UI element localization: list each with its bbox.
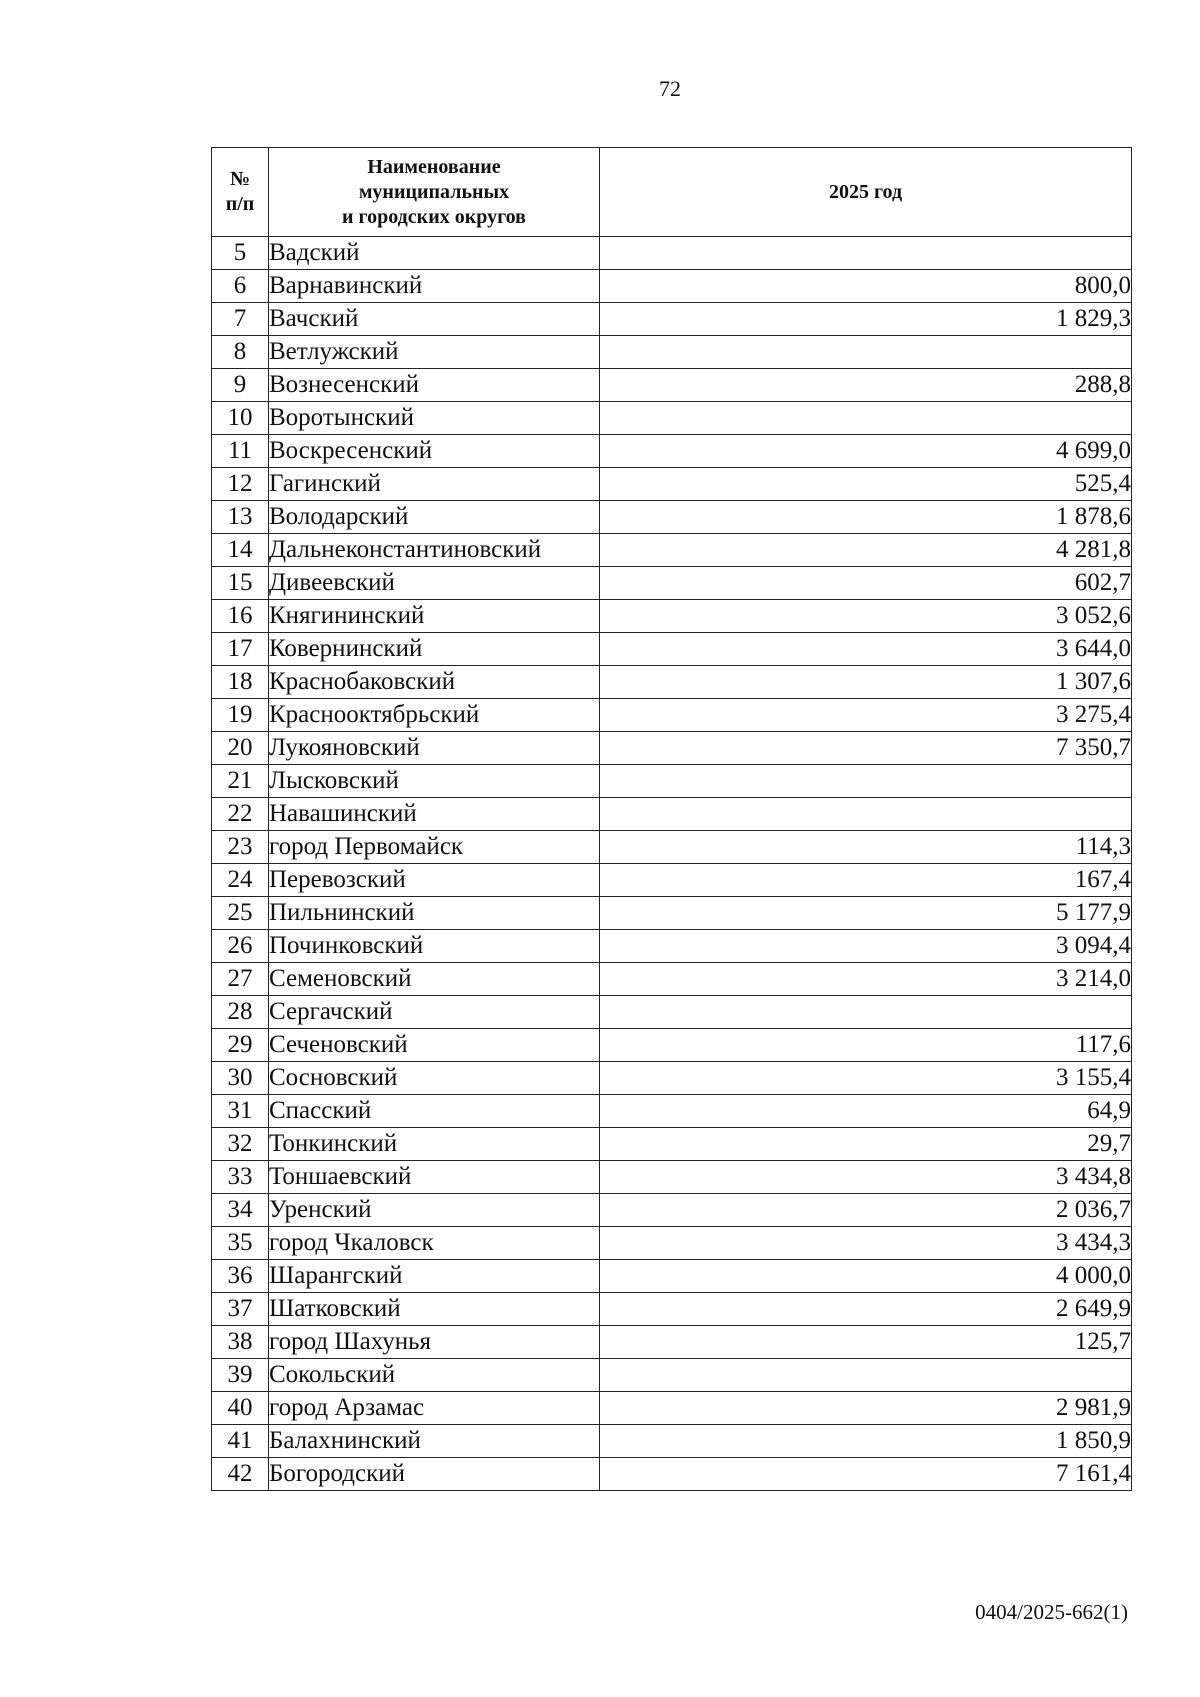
table-row bbox=[212, 1326, 1132, 1359]
row-name: Гагинский bbox=[269, 468, 600, 501]
row-number: 12 bbox=[212, 468, 269, 501]
table-row bbox=[212, 534, 1132, 567]
row-value: 7 350,7 bbox=[600, 732, 1132, 765]
row-name: Тоншаевский bbox=[269, 1161, 600, 1194]
row-value: 3 644,0 bbox=[600, 633, 1132, 666]
row-name: Княгининский bbox=[269, 600, 600, 633]
row-number: 40 bbox=[212, 1392, 269, 1425]
table-row bbox=[212, 402, 1132, 435]
row-value bbox=[600, 402, 1132, 435]
row-number: 17 bbox=[212, 633, 269, 666]
row-name: Воротынский bbox=[269, 402, 600, 435]
table-row bbox=[212, 963, 1132, 996]
row-number: 19 bbox=[212, 699, 269, 732]
row-value bbox=[600, 237, 1132, 270]
table-row bbox=[212, 567, 1132, 600]
row-value bbox=[600, 336, 1132, 369]
municipal-table bbox=[211, 147, 1132, 1491]
table-row bbox=[212, 1062, 1132, 1095]
row-value: 1 850,9 bbox=[600, 1425, 1132, 1458]
table-row bbox=[212, 1161, 1132, 1194]
row-value: 3 434,8 bbox=[600, 1161, 1132, 1194]
row-number: 24 bbox=[212, 864, 269, 897]
row-value: 3 094,4 bbox=[600, 930, 1132, 963]
row-name: Вачский bbox=[269, 303, 600, 336]
row-number: 36 bbox=[212, 1260, 269, 1293]
row-number: 39 bbox=[212, 1359, 269, 1392]
table-row bbox=[212, 1458, 1132, 1491]
row-number: 5 bbox=[212, 237, 269, 270]
table-row bbox=[212, 468, 1132, 501]
row-name: Балахнинский bbox=[269, 1425, 600, 1458]
row-value: 125,7 bbox=[600, 1326, 1132, 1359]
row-name: Ветлужский bbox=[269, 336, 600, 369]
row-number: 29 bbox=[212, 1029, 269, 1062]
table-row bbox=[212, 369, 1132, 402]
table-row bbox=[212, 897, 1132, 930]
row-name: Починковский bbox=[269, 930, 600, 963]
row-name: Сокольский bbox=[269, 1359, 600, 1392]
row-name: Володарский bbox=[269, 501, 600, 534]
row-name: Дальнеконстантиновский bbox=[269, 534, 600, 567]
row-number: 14 bbox=[212, 534, 269, 567]
row-name: город Чкаловск bbox=[269, 1227, 600, 1260]
row-number: 10 bbox=[212, 402, 269, 435]
row-name: Вадский bbox=[269, 237, 600, 270]
row-name: Лукояновский bbox=[269, 732, 600, 765]
row-name: город Арзамас bbox=[269, 1392, 600, 1425]
row-number: 7 bbox=[212, 303, 269, 336]
row-number: 31 bbox=[212, 1095, 269, 1128]
table-row bbox=[212, 798, 1132, 831]
row-number: 35 bbox=[212, 1227, 269, 1260]
row-name: Краснобаковский bbox=[269, 666, 600, 699]
row-name: Ковернинский bbox=[269, 633, 600, 666]
table-row bbox=[212, 1029, 1132, 1062]
row-name: Сеченовский bbox=[269, 1029, 600, 1062]
row-name: Варнавинский bbox=[269, 270, 600, 303]
row-value: 4 281,8 bbox=[600, 534, 1132, 567]
row-name: Краснооктябрьский bbox=[269, 699, 600, 732]
row-number: 37 bbox=[212, 1293, 269, 1326]
row-value: 3 214,0 bbox=[600, 963, 1132, 996]
row-value: 167,4 bbox=[600, 864, 1132, 897]
row-value: 602,7 bbox=[600, 567, 1132, 600]
row-number: 27 bbox=[212, 963, 269, 996]
table-row bbox=[212, 1359, 1132, 1392]
row-number: 34 bbox=[212, 1194, 269, 1227]
row-number: 38 bbox=[212, 1326, 269, 1359]
row-value: 64,9 bbox=[600, 1095, 1132, 1128]
table-row bbox=[212, 930, 1132, 963]
table-header-row bbox=[212, 148, 1132, 237]
row-value: 5 177,9 bbox=[600, 897, 1132, 930]
table-row bbox=[212, 831, 1132, 864]
table-row bbox=[212, 1194, 1132, 1227]
header-name: Наименование муниципальных и городских округов bbox=[269, 148, 600, 237]
table-row bbox=[212, 1392, 1132, 1425]
row-name: Лысковский bbox=[269, 765, 600, 798]
row-number: 33 bbox=[212, 1161, 269, 1194]
row-value: 117,6 bbox=[600, 1029, 1132, 1062]
row-value: 29,7 bbox=[600, 1128, 1132, 1161]
row-number: 22 bbox=[212, 798, 269, 831]
row-name: Шарангский bbox=[269, 1260, 600, 1293]
row-value: 114,3 bbox=[600, 831, 1132, 864]
row-name: Пильнинский bbox=[269, 897, 600, 930]
row-value: 1 829,3 bbox=[600, 303, 1132, 336]
table-row bbox=[212, 732, 1132, 765]
table-row bbox=[212, 435, 1132, 468]
row-number: 6 bbox=[212, 270, 269, 303]
row-number: 21 bbox=[212, 765, 269, 798]
row-number: 9 bbox=[212, 369, 269, 402]
header-num: № п/п bbox=[212, 148, 269, 237]
header-year: 2025 год bbox=[600, 148, 1132, 237]
row-number: 41 bbox=[212, 1425, 269, 1458]
table-row bbox=[212, 600, 1132, 633]
row-number: 26 bbox=[212, 930, 269, 963]
table-row bbox=[212, 237, 1132, 270]
table-row bbox=[212, 1293, 1132, 1326]
row-name: Воскресенский bbox=[269, 435, 600, 468]
table-row bbox=[212, 996, 1132, 1029]
table-row bbox=[212, 1425, 1132, 1458]
table-row bbox=[212, 1260, 1132, 1293]
row-value: 800,0 bbox=[600, 270, 1132, 303]
table-row bbox=[212, 699, 1132, 732]
table-row bbox=[212, 303, 1132, 336]
row-number: 18 bbox=[212, 666, 269, 699]
table-row bbox=[212, 1227, 1132, 1260]
table-row bbox=[212, 864, 1132, 897]
table-row bbox=[212, 1128, 1132, 1161]
table-row bbox=[212, 633, 1132, 666]
row-value: 4 699,0 bbox=[600, 435, 1132, 468]
row-name: Навашинский bbox=[269, 798, 600, 831]
row-value: 3 052,6 bbox=[600, 600, 1132, 633]
row-name: Шатковский bbox=[269, 1293, 600, 1326]
row-value: 3 434,3 bbox=[600, 1227, 1132, 1260]
row-value: 3 275,4 bbox=[600, 699, 1132, 732]
row-value: 2 981,9 bbox=[600, 1392, 1132, 1425]
row-number: 16 bbox=[212, 600, 269, 633]
row-number: 13 bbox=[212, 501, 269, 534]
table-body bbox=[212, 237, 1132, 1491]
row-number: 32 bbox=[212, 1128, 269, 1161]
row-number: 25 bbox=[212, 897, 269, 930]
row-number: 11 bbox=[212, 435, 269, 468]
row-name: город Первомайск bbox=[269, 831, 600, 864]
row-number: 23 bbox=[212, 831, 269, 864]
row-value bbox=[600, 1359, 1132, 1392]
row-name: Перевозский bbox=[269, 864, 600, 897]
row-value: 288,8 bbox=[600, 369, 1132, 402]
row-number: 28 bbox=[212, 996, 269, 1029]
table-row bbox=[212, 336, 1132, 369]
row-name: Семеновский bbox=[269, 963, 600, 996]
row-name: Тонкинский bbox=[269, 1128, 600, 1161]
row-name: Сосновский bbox=[269, 1062, 600, 1095]
row-name: Богородский bbox=[269, 1458, 600, 1491]
table-row bbox=[212, 765, 1132, 798]
row-name: Дивеевский bbox=[269, 567, 600, 600]
table-row bbox=[212, 270, 1132, 303]
row-value: 2 649,9 bbox=[600, 1293, 1132, 1326]
row-value: 4 000,0 bbox=[600, 1260, 1132, 1293]
row-value: 2 036,7 bbox=[600, 1194, 1132, 1227]
row-value bbox=[600, 798, 1132, 831]
table-row bbox=[212, 666, 1132, 699]
page-number: 72 bbox=[659, 76, 681, 101]
row-number: 20 bbox=[212, 732, 269, 765]
row-value: 1 878,6 bbox=[600, 501, 1132, 534]
row-number: 15 bbox=[212, 567, 269, 600]
row-name: Уренский bbox=[269, 1194, 600, 1227]
row-number: 30 bbox=[212, 1062, 269, 1095]
row-value: 525,4 bbox=[600, 468, 1132, 501]
row-value: 1 307,6 bbox=[600, 666, 1132, 699]
row-name: город Шахунья bbox=[269, 1326, 600, 1359]
row-number: 42 bbox=[212, 1458, 269, 1491]
row-value bbox=[600, 996, 1132, 1029]
row-name: Сергачский bbox=[269, 996, 600, 1029]
document-code: 0404/2025-662(1) bbox=[975, 1600, 1128, 1624]
table-row bbox=[212, 501, 1132, 534]
row-number: 8 bbox=[212, 336, 269, 369]
row-value: 3 155,4 bbox=[600, 1062, 1132, 1095]
row-value: 7 161,4 bbox=[600, 1458, 1132, 1491]
row-name: Вознесенский bbox=[269, 369, 600, 402]
row-value bbox=[600, 765, 1132, 798]
table-row bbox=[212, 1095, 1132, 1128]
row-name: Спасский bbox=[269, 1095, 600, 1128]
